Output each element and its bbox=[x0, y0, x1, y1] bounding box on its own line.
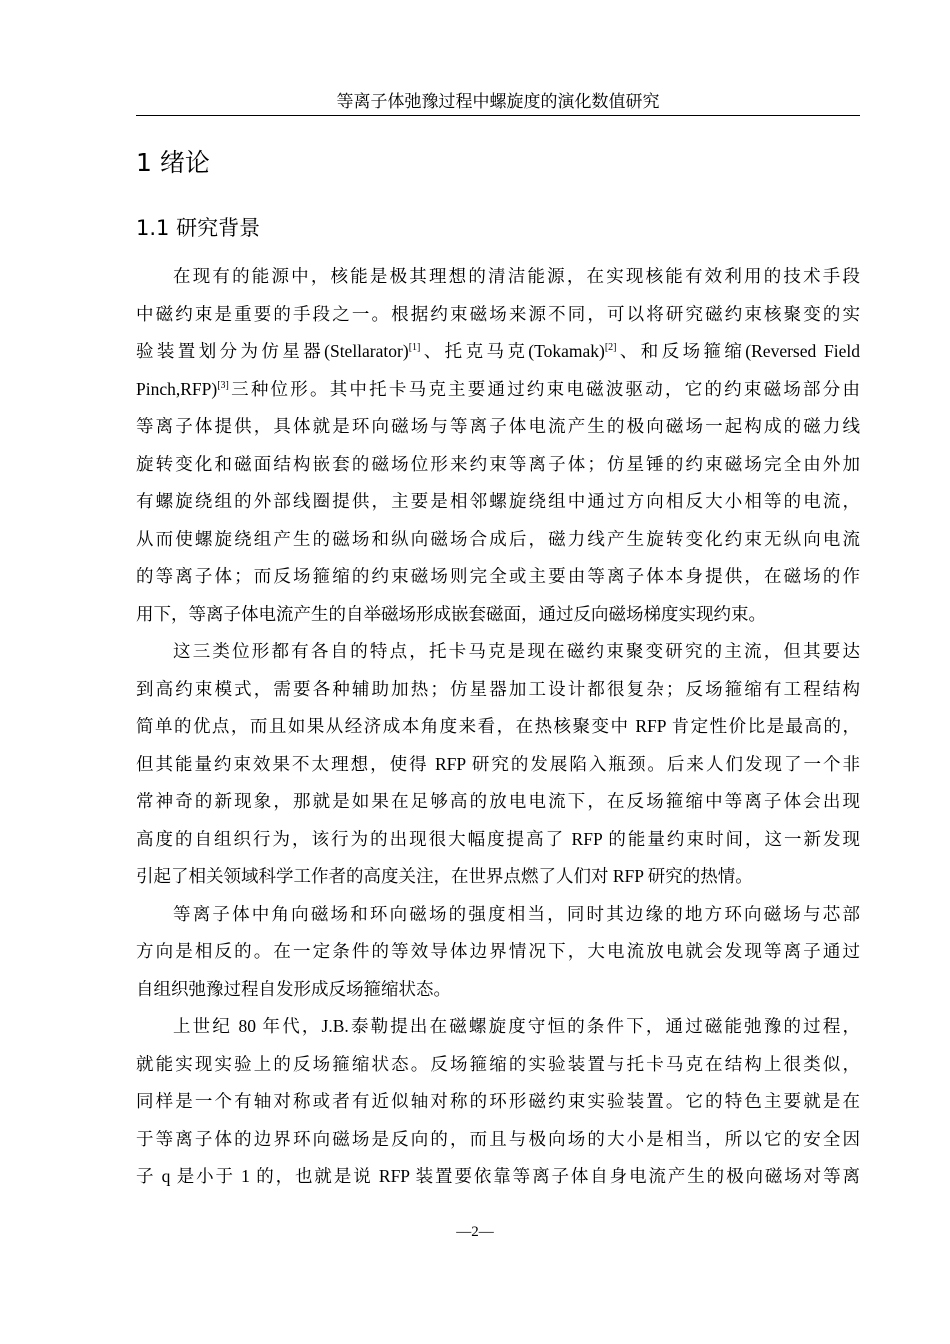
text-line: 常神奇的新现象，那就是如果在足够高的放电电流下，在反场箍缩中等离子体会出现 bbox=[136, 791, 860, 811]
text-line: 高度的自组织行为，该行为的出现很大幅度提高了 RFP 的能量约束时间，这一新发现 bbox=[136, 828, 860, 849]
text-line: 用下，等离子体电流产生的自举磁场形成嵌套磁面，通过反向磁场梯度实现约束。 bbox=[136, 603, 766, 624]
page-number: —2— bbox=[456, 1224, 494, 1240]
citation-ref-3: [3] bbox=[217, 379, 229, 391]
chapter-title: 1 绪论 bbox=[136, 148, 210, 177]
text-line: 但其能量约束效果不太理想，使得 RFP 研究的发展陷入瓶颈。后来人们发现了一个非 bbox=[136, 753, 860, 774]
text-line: 从而使螺旋绕组产生的磁场和纵向磁场合成后，磁力线产生旋转变化约束无纵向电流 bbox=[136, 528, 860, 549]
text-line: 引起了相关领域科学工作者的高度关注，在世界点燃了人们对 RFP 研究的热情。 bbox=[136, 866, 753, 886]
text-span: 三种位形。其中托卡马克主要通过约束电磁波驱动，它的约束磁场部分由 bbox=[228, 378, 860, 399]
text-line: 这三类位形都有各自的特点，托卡马克是现在磁约束聚变研究的主流，但其要达 bbox=[173, 641, 860, 661]
running-header: 等离子体弛豫过程中螺旋度的演化数值研究 bbox=[336, 92, 660, 111]
text-line: 同样是一个有轴对称或者有近似轴对称的环形磁约束实验装置。它的特色主要就是在 bbox=[136, 1091, 860, 1111]
text-line: 旋转变化和磁面结构嵌套的磁场位形来约束等离子体；仿星锤的约束磁场完全由外加 bbox=[136, 453, 860, 474]
text-line: 上世纪 80 年代，J.B.泰勒提出在磁螺旋度守恒的条件下，通过磁能弛豫的过程， bbox=[173, 1016, 860, 1036]
text-line bbox=[136, 333, 860, 371]
text-span: 验装置划分为仿星器(Stellarator) bbox=[136, 341, 409, 361]
text-line: 于等离子体的边界环向磁场是反向的，而且与极向场的大小是相当，所以它的安全因 bbox=[136, 1128, 860, 1149]
citation-ref-1: [1] bbox=[408, 342, 421, 353]
text-line: 等离子体提供，具体就是环向磁场与等离子体电流产生的极向磁场一起构成的磁力线 bbox=[136, 416, 860, 436]
text-line: 的等离子体；而反场箍缩的约束磁场则完全或主要由等离子体本身提供，在磁场的作 bbox=[136, 566, 860, 586]
text-line: 到高约束模式，需要各种辅助加热；仿星器加工设计都很复杂；反场箍缩有工程结构 bbox=[136, 678, 860, 699]
text-line: 等离子体中角向磁场和环向磁场的强度相当，同时其边缘的地方环向磁场与芯部 bbox=[173, 903, 860, 924]
paragraph-3 bbox=[136, 896, 860, 1009]
text-line: 子 q 是小于 1 的，也就是说 RFP 装置要依靠等离子体自身电流产生的极向磁场对等离 bbox=[136, 1166, 860, 1186]
text-span: Pinch,RFP) bbox=[136, 378, 218, 399]
text-line bbox=[136, 371, 860, 409]
text-line: 简单的优点，而且如果从经济成本角度来看，在热核聚变中 RFP 肯定性价比是最高的， bbox=[136, 716, 860, 736]
body-text bbox=[136, 258, 860, 1196]
text-line: 在现有的能源中，核能是极其理想的清洁能源，在实现核能有效利用的技术手段 bbox=[173, 266, 860, 286]
text-line: 自组织弛豫过程自发形成反场箍缩状态。 bbox=[136, 978, 451, 999]
citation-ref-2: [2] bbox=[604, 342, 617, 353]
section-title: 1.1 研究背景 bbox=[136, 216, 261, 240]
paragraph-1 bbox=[136, 258, 860, 633]
header-rule bbox=[136, 115, 860, 116]
text-line: 就能实现实验上的反场箍缩状态。反场箍缩的实验装置与托卡马克在结构上很类似， bbox=[136, 1053, 860, 1074]
paragraph-2 bbox=[136, 633, 860, 896]
paragraph-4 bbox=[136, 1008, 860, 1196]
text-line: 有螺旋绕组的外部线圈提供，主要是相邻螺旋绕组中通过方向相反大小相等的电流， bbox=[136, 491, 860, 511]
text-span: 、托克马克(Tokamak) bbox=[420, 341, 605, 361]
text-span: 、和反场箍缩(Reversed Field bbox=[616, 341, 860, 361]
text-line: 中磁约束是重要的手段之一。根据约束磁场来源不同，可以将研究磁约束核聚变的实 bbox=[136, 303, 860, 324]
text-line: 方向是相反的。在一定条件的等效导体边界情况下，大电流放电就会发现等离子通过 bbox=[136, 941, 860, 961]
